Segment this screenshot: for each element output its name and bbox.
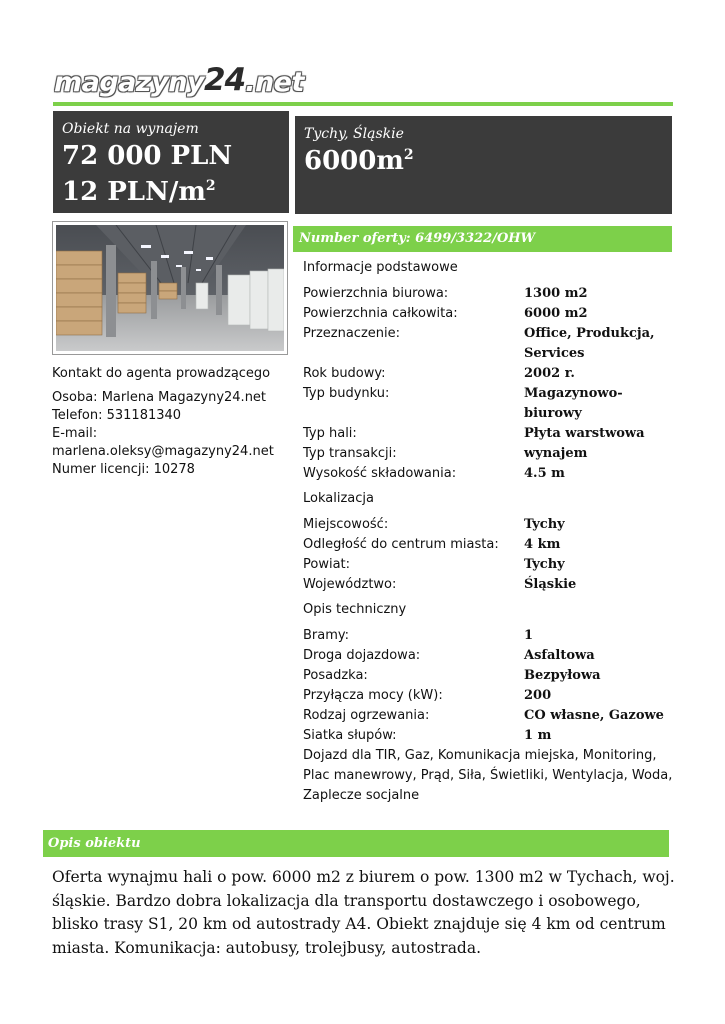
description-text: Oferta wynajmu hali o pow. 6000 m2 z biurem o pow. 1300 m2 w Tychach, woj. śląskie. Bardzo dobra lokalizacja dla transportu dostawczego i osobowego, blisko trasy S1, 20 km od autostrady A4. Obiekt znajduje się 4 km od centrum miasta. Komunikacja: autobusy, trolejbusy, autostrada. bbox=[52, 868, 675, 957]
agent-email[interactable]: marlena.oleksy@magazyny24.net bbox=[52, 444, 274, 459]
location-label: Tychy, Śląskie bbox=[304, 126, 404, 142]
price-per-m2: 12 PLN/$m^2$ bbox=[62, 177, 216, 207]
logo-text-part2: 24 bbox=[204, 62, 246, 98]
detail-row: Miejscowość: Tychy bbox=[303, 517, 565, 532]
features-list: Dojazd dla TIR, Gaz, Komunikacja miejska, Monitoring, Plac manewrowy, Prąd, Siła, Świetliki, Wentylacja, Woda, Zaplecze socjalne bbox=[303, 748, 673, 803]
detail-row: Powierzchnia całkowita: 6000 m2 bbox=[303, 306, 588, 321]
detail-row: Typ hali: Płyta warstwowa bbox=[303, 426, 645, 441]
property-details bbox=[303, 258, 673, 806]
agent-phone[interactable]: Telefon: 531181340 bbox=[52, 408, 182, 423]
agent-license: Numer licencji: 10278 bbox=[52, 462, 195, 477]
logo-text-part3: .net bbox=[245, 67, 304, 98]
detail-row: Województwo: Śląskie bbox=[303, 577, 577, 592]
offer-type-label: Obiekt na wynajem bbox=[62, 121, 199, 137]
price-total: 72 000 PLN bbox=[62, 141, 233, 171]
detail-row: Powiat: Tychy bbox=[303, 557, 565, 572]
offer-number-bar: Number oferty: 6499/3322/OHW bbox=[293, 226, 672, 252]
detail-row: Typ transakcji: wynajem bbox=[303, 446, 588, 461]
detail-row: Posadzka: Bezpyłowa bbox=[303, 668, 601, 683]
detail-row: Rok budowy: 2002 r. bbox=[303, 366, 575, 381]
detail-row: Odległość do centrum miasta: 4 km bbox=[303, 537, 561, 552]
agent-person: Osoba: Marlena Magazyny24.net bbox=[52, 390, 267, 405]
detail-row: Bramy: 1 bbox=[303, 628, 534, 643]
warehouse-photo[interactable] bbox=[52, 221, 288, 355]
detail-row: Powierzchnia biurowa: 1300 m2 bbox=[303, 286, 588, 301]
detail-row: Przyłącza mocy (kW): 200 bbox=[303, 688, 552, 703]
warehouse-interior-image bbox=[56, 225, 284, 351]
agent-contact bbox=[52, 365, 292, 479]
agent-email-label: E-mail: bbox=[52, 426, 98, 441]
header-divider bbox=[53, 102, 673, 106]
total-area: $6000m^2$ bbox=[304, 146, 414, 176]
price-box bbox=[53, 111, 289, 213]
agent-heading: Kontakt do agenta prowadzącego bbox=[52, 366, 271, 381]
detail-row: Wysokość składowania: 4.5 m bbox=[303, 466, 565, 481]
detail-row: Typ budynku: Magazynowo-biurowy bbox=[303, 386, 623, 421]
location-area-box bbox=[295, 116, 672, 214]
basic-info-title: Informacje podstawowe bbox=[303, 260, 458, 275]
site-logo[interactable] bbox=[54, 58, 304, 98]
description-title-bar: Opis obiektu bbox=[43, 830, 669, 857]
detail-row: Droga dojazdowa: Asfaltowa bbox=[303, 648, 595, 663]
location-title: Lokalizacja bbox=[303, 491, 374, 506]
detail-row: Rodzaj ogrzewania: CO własne, Gazowe bbox=[303, 708, 664, 723]
technical-title: Opis techniczny bbox=[303, 602, 407, 617]
detail-row: Przeznaczenie: Office, Produkcja, Services bbox=[303, 326, 655, 361]
detail-row: Siatka słupów: 1 m bbox=[303, 728, 552, 743]
logo-text-part1: magazyny bbox=[54, 67, 205, 98]
